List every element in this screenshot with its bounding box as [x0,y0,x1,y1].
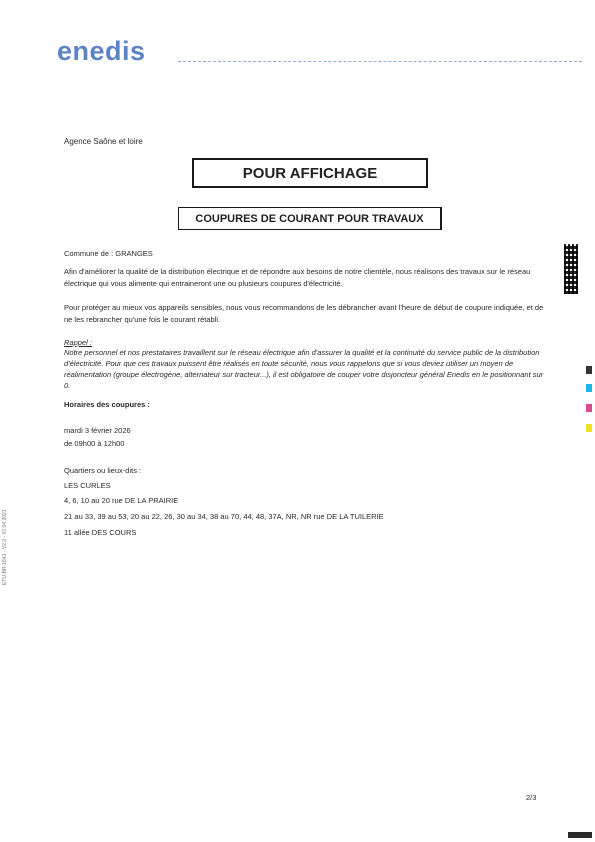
commune: Commune de : GRANGES [64,249,153,258]
enedis-logo: enedis [57,36,146,66]
outage-date: mardi 3 février 2026 [64,426,131,435]
outage-time: de 09h00 à 12h00 [64,439,125,448]
reminder-label: Rappel : [64,338,92,347]
intro-paragraph: Afin d'améliorer la qualité de la distribution électrique et de répondre aux besoins de notre clientèle, nous réalisons des travaux sur le réseau électrique qui vous alimente qui entraineront une ou plusieurs coupures d'électricité. [64,267,531,288]
list-item: LES CURLES [64,481,111,490]
hours-heading: Horaires des coupures : [64,400,150,409]
print-mark-magenta [586,404,592,412]
datamatrix-code [564,244,578,294]
page-number: 2/3 [526,793,537,802]
page-title: POUR AFFICHAGE [242,164,378,182]
protect-paragraph: Pour protéger au mieux vos appareils sensibles, nous vous recommandons de les débrancher avant l'heure de début de coupure indiquée, et de ne les rebrancher qu'une fois le courant rétabli. [64,303,544,324]
header-divider [178,61,582,62]
list-item: 4, 6, 10 au 20 rue DE LA PRAIRIE [64,496,179,505]
page-subtitle: COUPURES DE COURANT POUR TRAVAUX [195,212,424,225]
print-mark-cyan [586,384,592,392]
title-box [192,158,428,188]
subtitle-box [178,207,442,230]
corner-mark [568,832,592,838]
list-item: 21 au 33, 39 au 53, 20 au 22, 26, 30 au 34, 38 au 70, 44, 48, 37A, NR, NR rue DE LA TUILERIE [64,512,384,521]
print-mark-black [586,366,592,374]
list-item: 11 allée DES COURS [64,528,137,537]
areas-heading: Quartiers ou lieux-dits : [64,466,142,475]
agency-name: Agence Saône et loire [64,137,143,146]
print-mark-yellow [586,424,592,432]
reminder-text: Notre personnel et nos prestataires travaillent sur le réseau électrique afin d'assurer la qualité et la continuité du service public de la distribution d'électricité. Pour que ces travaux puissent être réalisés en toute sécurité, nous vous rappelons que si vous deviez utiliser un moyen de réalimentation (groupe électrogène, alternateur sur tracteur...), il est obligatoire de couper votre disjoncteur général Enedis en le positionnant sur 0. [64,348,544,390]
side-reference-text: ETU-BR-1841 - V2.0 - 07.04.2021 [2,509,8,585]
